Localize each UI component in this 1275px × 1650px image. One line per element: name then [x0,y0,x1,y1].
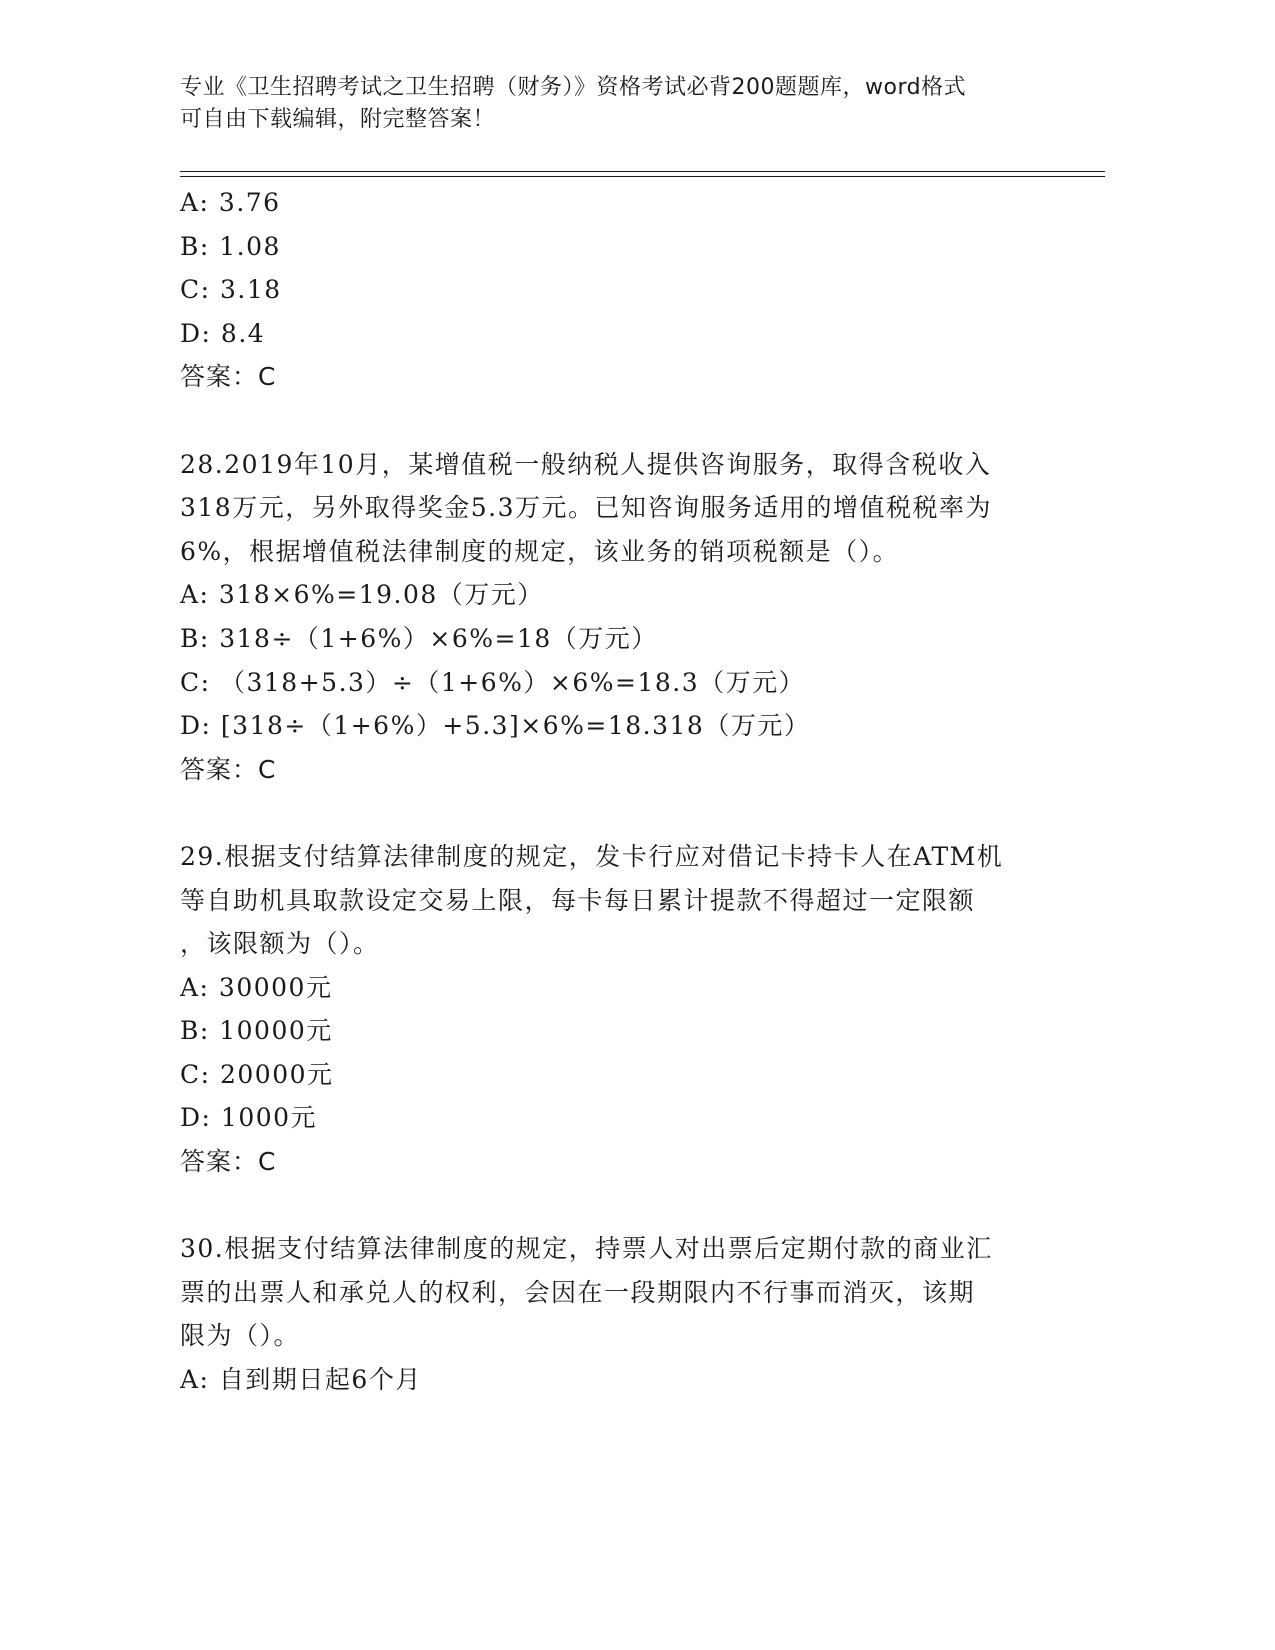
option-b: B: 1.08 [180,231,281,261]
question-29 [180,835,1060,1184]
spacer [180,1184,1060,1228]
header-line-1: 专业《卫生招聘考试之卫生招聘（财务）》资格考试必背200题题库，word格式 [180,75,967,100]
document-body [180,181,1060,1402]
option-a: A: 318×6%=19.08（万元） [180,580,544,610]
question-block-previous [180,181,1060,399]
spacer [180,791,1060,835]
header-line-2: 可自由下载编辑，附完整答案！ [180,107,496,132]
answer: 答案：C [180,754,277,784]
option-d: D: 8.4 [180,318,266,348]
question-stem-line: 28.2019年10月，某增值税一般纳税人提供咨询服务，取得含税收入 [180,449,992,479]
header-divider-bottom [180,176,1105,177]
option-d: D: 1000元 [180,1103,318,1133]
option-a: A: 3.76 [180,188,281,217]
question-30 [180,1227,1060,1401]
question-stem-line: 6%，根据增值税法律制度的规定，该业务的销项税额是（）。 [180,536,900,566]
answer: 答案：C [180,1147,277,1177]
option-a: A: 30000元 [180,972,333,1002]
question-stem-line: 30.根据支付结算法律制度的规定，持票人对出票后定期付款的商业汇 [180,1234,993,1264]
answer: 答案：C [180,362,277,392]
document-header [180,72,1040,136]
option-c: C: 3.18 [180,275,282,305]
question-stem-line: 等自助机具取款设定交易上限，每卡每日累计提款不得超过一定限额 [180,885,976,915]
option-b: B: 10000元 [180,1016,333,1046]
question-stem-line: 318万元，另外取得奖金5.3万元。已知咨询服务适用的增值税税率为 [180,493,992,523]
question-stem-line: 限为（）。 [180,1321,301,1351]
question-stem-line: ，该限额为（）。 [180,929,380,959]
option-d: D: [318÷（1+6%）+5.3]×6%=18.318（万元） [180,711,811,741]
header-divider-top [180,171,1105,172]
question-28 [180,443,1060,792]
option-b: B: 318÷（1+6%）×6%=18（万元） [180,623,658,653]
option-a: A: 自到期日起6个月 [180,1365,422,1395]
option-c: C: （318+5.3）÷（1+6%）×6%=18.3（万元） [180,667,806,697]
question-stem-line: 29.根据支付结算法律制度的规定，发卡行应对借记卡持卡人在ATM机 [180,841,1004,871]
spacer [180,399,1060,443]
option-c: C: 20000元 [180,1059,334,1089]
question-stem-line: 票的出票人和承兑人的权利，会因在一段期限内不行事而消灭，该期 [180,1277,976,1307]
